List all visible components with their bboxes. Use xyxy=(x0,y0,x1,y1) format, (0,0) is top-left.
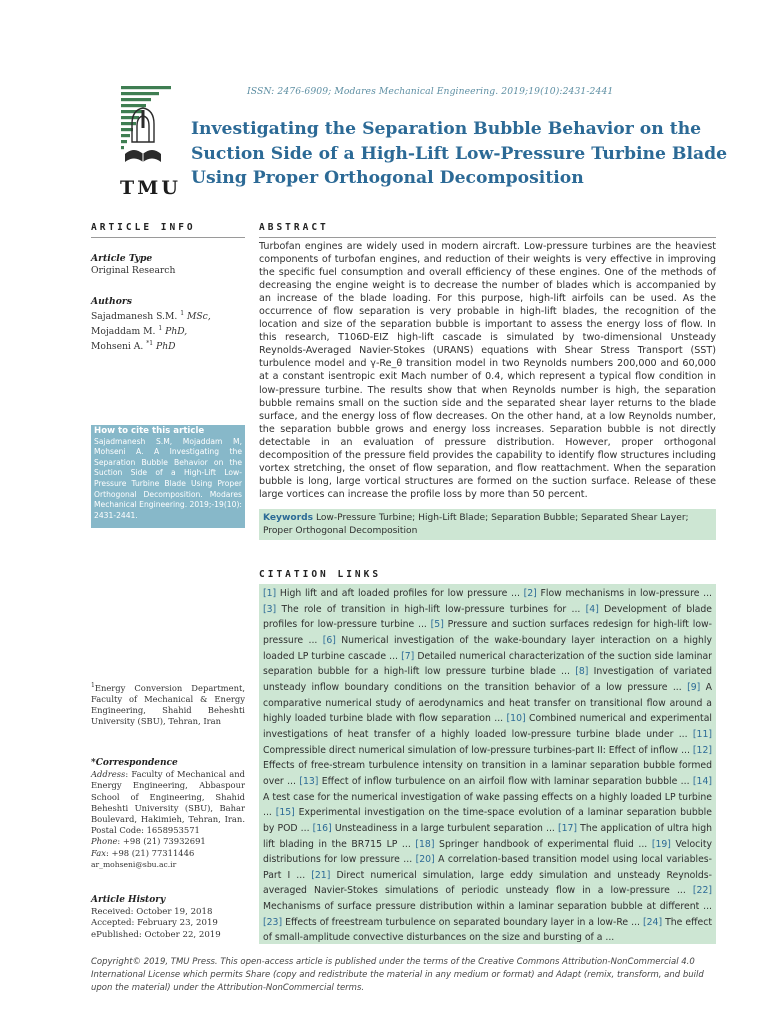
citation-link-ref[interactable]: [9] xyxy=(687,681,701,693)
address-text: : Faculty of Mechanical and Energy Engineering, Abbaspour School of Engineering, Shahid Beheshti University (SBU), Bahar Boulevard, Hakimieh, Tehran, Iran. Postal Code: 1658953571 xyxy=(91,769,245,836)
citation-link-ref[interactable]: [13] xyxy=(299,775,319,787)
citation-link-text[interactable]: Springer handbook of experimental fluid ... xyxy=(434,838,652,850)
correspondence-fax xyxy=(91,848,245,859)
citation-link-ref[interactable]: [23] xyxy=(263,916,283,928)
citation-link-text[interactable]: A comparative numerical study of aerodynamics and heat transfer on transitional flow around a highly loaded turbine blade with flow separation ... xyxy=(263,681,712,725)
citation-link-text[interactable]: Numerical investigation of the wake-boundary layer interaction on a highly loaded LP turbine cascade ... xyxy=(263,634,713,662)
citation-link-text[interactable]: The role of transition in high-lift low-pressure turbines for ... xyxy=(276,603,586,615)
citation-link-ref[interactable]: [1] xyxy=(263,588,277,599)
citation-link-text[interactable]: Flow mechanisms in low-pressure ... xyxy=(536,588,713,599)
author-sup: 1 xyxy=(158,325,163,333)
citation-link-ref[interactable]: [7] xyxy=(401,650,415,662)
citation-link-ref[interactable]: [22] xyxy=(692,885,712,897)
citation-link-ref[interactable]: [16] xyxy=(312,822,332,834)
journal-issn-line: ISSN: 2476-6909; Modares Mechanical Engineering. 2019;19(10):2431-2441 xyxy=(247,86,614,97)
fax-text: : +98 (21) 77311446 xyxy=(105,847,195,858)
logo-letter-t: T xyxy=(120,177,135,199)
authors-label: Authors xyxy=(91,296,132,307)
correspondence-label: *Correspondence xyxy=(91,758,178,768)
article-title: Investigating the Separation Bubble Behavior on the Suction Side of a High-Lift Low-Pressure Turbine Blade Using Proper Orthogonal Decomposition xyxy=(191,119,728,188)
article-info-heading: ARTICLE INFO xyxy=(91,222,196,233)
citation-link-ref[interactable]: [14] xyxy=(692,775,712,787)
citation-link-ref[interactable]: [4] xyxy=(585,603,599,615)
citation-link-ref[interactable]: [17] xyxy=(557,822,578,834)
citation-link-ref[interactable]: [19] xyxy=(651,838,671,850)
history-published: ePublished: October 22, 2019 xyxy=(91,929,221,940)
citation-link-text[interactable]: Effects of freestream turbulence on separated boundary layer in a low-Re ... xyxy=(282,916,643,928)
author-sup: *1 xyxy=(146,340,154,348)
citation-link-text[interactable]: Compressible direct numerical simulation of low-pressure turbines-part II: Effect of inflow ... xyxy=(263,744,693,756)
citation-link-ref[interactable]: [2] xyxy=(523,588,537,599)
citation-link-text[interactable]: Development of blade profiles for low-pressure turbine ... xyxy=(263,603,713,631)
citation-link-text[interactable]: Pressure and suction surfaces redesign for high-lift low-pressure ... xyxy=(263,619,712,646)
how-to-cite-heading: How to cite this article xyxy=(94,426,205,436)
citation-link-ref[interactable]: [15] xyxy=(275,807,295,819)
correspondence-email[interactable]: ar_mohseni@sbu.ac.ir xyxy=(91,859,177,869)
citation-link-text[interactable]: The effect of small-amplitude convective disturbances on the size and bursting of a ... xyxy=(263,916,712,944)
citation-link-text[interactable]: Experimental investigation on the time-space evolution of a laminar separation bubble by POD ... xyxy=(263,807,712,834)
citation-link-text[interactable]: The application of ultra high lift blading in the BR715 LP ... xyxy=(263,822,712,850)
keywords-label: Keywords xyxy=(263,513,314,523)
citation-link-ref[interactable]: [5] xyxy=(430,619,444,631)
author-line xyxy=(91,338,245,353)
history-accepted: Accepted: February 23, 2019 xyxy=(91,918,218,929)
how-to-cite-box xyxy=(91,425,245,528)
article-type-block xyxy=(91,253,245,277)
correspondence-phone xyxy=(91,836,245,847)
abstract-rule xyxy=(259,237,716,238)
citation-links-box xyxy=(259,584,716,944)
fax-label: Fax xyxy=(91,847,106,858)
citation-link-ref[interactable]: [18] xyxy=(415,838,435,850)
citation-links-heading: CITATION LINKS xyxy=(259,569,382,580)
citation-link-text[interactable]: Combined numerical and experimental investigations of heat transfer of a highly loaded low-pressure turbine blade under ... xyxy=(263,713,712,740)
citation-link-ref[interactable]: [20] xyxy=(415,854,435,866)
article-type-value: Original Research xyxy=(91,265,176,276)
author-degree: PhD, xyxy=(165,326,188,338)
citation-link-ref[interactable]: [6] xyxy=(322,634,336,646)
citation-link-text[interactable]: Effect of inflow turbulence on an airfoil flow with laminar separation bubble ... xyxy=(318,775,693,787)
citation-link-text[interactable]: Effects of free-stream turbulence intensity on transition in a laminar separation bubble formed over ... xyxy=(263,760,712,787)
citation-link-ref[interactable]: [3] xyxy=(263,603,277,615)
citation-link-text[interactable]: A correlation-based transition model using local variables-Part I ... xyxy=(263,854,712,881)
citation-link-text[interactable]: Velocity distributions for low pressure ... xyxy=(263,838,712,866)
citation-link-ref[interactable]: [10] xyxy=(506,713,526,725)
authors-block xyxy=(91,296,245,353)
author-line xyxy=(91,323,245,338)
correspondence-block xyxy=(91,758,245,870)
logo-letter-m: M xyxy=(137,177,159,199)
article-history-label: Article History xyxy=(91,895,166,905)
history-received: Received: October 19, 2018 xyxy=(91,906,213,917)
author-name: Mohseni A. xyxy=(91,341,144,353)
author-name: Sajadmanesh S.M. xyxy=(91,311,178,323)
author-name: Mojaddam M. xyxy=(91,326,156,338)
article-history-block xyxy=(91,895,245,941)
article-info-rule xyxy=(91,237,245,238)
citation-link-ref[interactable]: [24] xyxy=(643,916,663,928)
author-sup: 1 xyxy=(180,310,185,317)
citation-link-text[interactable]: Mechanisms of surface pressure distribution within a laminar separation bubble at different ... xyxy=(263,901,712,913)
address-label: Address xyxy=(91,769,126,780)
abstract-text: Turbofan engines are widely used in modern aircraft. Low-pressure turbines are the heaviest components of turbofan engines, and reduction of their weights is very effective in improving the specific fuel consumption and overall efficiency of these engines. One of the methods of decreasing the engine weight is to decrease the number of blades which is accompanied by an increase of the blade loading. For this purpose, high-lift airfoils can be used. As the occurrence of flow separation is very probable in high-lift blades, the recognition of the location and size of the separation bubble is important to assess the energy loss of flow. In this research, T106D-EIZ high-lift cascade is simulated by two-dimensional Unsteady Reynolds-Averaged Navier-Stokes (URANS) equations with Shear Stress Transport (SST) turbulence model and γ-Re_θ transition model in two Reynolds numbers 200,000 and 60,000 at a constant isentropic exit Mach number of 0.4, which represent a typical flow condition in low-pressure turbine. The results show that when Reynolds number is high, the separation bubble remains small on the suction side and the separated shear layer returns to the blade surface, and the energy loss of flow decreases. On the other hand, at a low Reynolds number, the separation bubble grows and energy loss increases. Separation bubble is not directly detectable in an evaluation of pressure distribution. However, proper orthogonal decomposition of the pressure field provides the capability to identify flow structures including vortex stretching, the onset of flow separation, and flow reattachment. When the separation bubble is long, large vortical structures are formed on the suction surface. Release of these large vortices can increase the profile loss by more than 50 percent. xyxy=(259,241,716,500)
citation-link-ref[interactable]: [21] xyxy=(311,869,331,881)
citation-link-ref[interactable]: [12] xyxy=(692,744,712,756)
tmu-logo xyxy=(120,84,176,200)
keywords-text: Low-Pressure Turbine; High-Lift Blade; Separation Bubble; Separated Shear Layer; Proper Orthogonal Decomposition xyxy=(263,513,689,536)
citation-link-text[interactable]: Unsteadiness in a large turbulent separation ... xyxy=(331,822,558,834)
author-degree: MSc, xyxy=(186,311,211,323)
affiliation-block xyxy=(91,680,245,728)
citation-link-text[interactable]: High lift and aft loaded profiles for low pressure ... xyxy=(276,588,524,599)
author-line xyxy=(91,308,245,323)
correspondence-address xyxy=(91,769,245,836)
abstract-heading: ABSTRACT xyxy=(259,222,329,233)
affiliation-text: Energy Conversion Department, Faculty of Mechanical & Energy Engineering, Shahid Beheshti University (SBU), Tehran, Iran xyxy=(91,682,245,727)
citation-link-text[interactable]: A test case for the numerical investigation of wake passing effects on a highly loaded LP turbine ... xyxy=(263,791,712,819)
citation-link-ref[interactable]: [11] xyxy=(692,728,712,740)
keywords-box xyxy=(259,509,716,540)
phone-text: : +98 (21) 73932691 xyxy=(117,836,206,847)
citation-link-text[interactable]: Direct numerical simulation, large eddy simulation and unsteady Reynolds-averaged Navier-Stokes simulations of periodic unsteady flow in a low-pressure ... xyxy=(263,869,713,897)
copyright-notice: Copyright© 2019, TMU Press. This open-access article is published under the terms of the Creative Commons Attribution-NonCommercial 4.0 International License which permits Share (copy and redistribute the material in any medium or format) and Adapt (remix, transform, and build upon the material) under the Attribution-NonCommercial terms. xyxy=(91,957,704,993)
citation-link-text[interactable]: Investigation of variated unsteady inflow boundary conditions on the transition behavior of a low pressure ... xyxy=(263,666,713,693)
citation-link-ref[interactable]: [8] xyxy=(575,666,589,678)
tmu-logo-letters xyxy=(120,177,178,199)
author-degree: PhD xyxy=(156,341,176,353)
affiliation-sup: 1 xyxy=(91,682,95,689)
phone-label: Phone xyxy=(91,836,118,847)
logo-letter-u: U xyxy=(161,177,178,199)
article-type-label: Article Type xyxy=(91,253,153,264)
tmu-emblem-icon xyxy=(120,84,176,176)
citation-link-text[interactable]: Detailed numerical characterization of the suction side laminar separation bubble for a high-lift low pressure turbine blade ... xyxy=(263,650,712,678)
how-to-cite-text: Sajadmanesh S.M, Mojaddam M, Mohseni A. A Investigating the Separation Bubble Behavior on the Suction Side of a High-Lift Low-Pressure Turbine Blade Using Proper Orthogonal Decomposition. Modares Mechanical Engineering. 2019;-19(10): 2431-2441. xyxy=(94,436,242,520)
